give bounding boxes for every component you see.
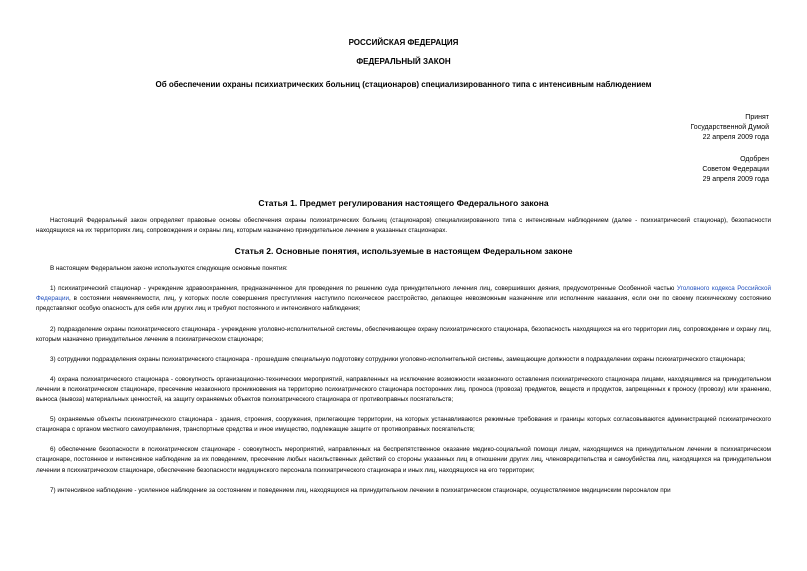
approved-block <box>36 155 769 185</box>
document-type-heading: ФЕДЕРАЛЬНЫЙ ЗАКОН <box>356 57 451 66</box>
criminal-code-link[interactable]: Уголовного кодекса Российской Федерации <box>36 285 772 303</box>
definition-item-2: 2) подразделение охраны психиатрического стационара - учреждение уголовно-исполнительной системы, обеспечивающее охрану психиатрического стационара, безопасность находящихся на его территории лиц, сопровождение и охрану лиц, которым назначено принудительное лечение в психиатрическом стационаре; <box>36 325 771 343</box>
country-heading: РОССИЙСКАЯ ФЕДЕРАЦИЯ <box>348 38 459 47</box>
definition-item-3: 3) сотрудники подразделения охраны психиатрического стационара - прошедшие специальную подготовку сотрудники уголовно-исполнительной системы, замещающие должности в подразделении охраны психиатрического стационара; <box>50 355 746 363</box>
approved-by: Советом Федерации <box>702 166 769 173</box>
article-2-title: Статья 2. Основные понятия, используемые в настоящем Федеральном законе <box>234 246 573 257</box>
accepted-label: Принят <box>745 114 769 121</box>
definition-item-6: 6) обеспечение безопасности в психиатрическом стационаре - совокупность мероприятий, направленных на беспрепятственное оказание медико-социальной помощи лицам, находящимся на принудительном лечении в психиатрическом стационаре, постоянное и интенсивное наблюдение за их поведением, пресечение любых насильственных действий со стороны указанных лиц в отношении других лиц, членовредительства и самоубийства лиц, находящихся на принудительном лечении в психиатрическом стационаре, обеспечение безопасности медицинского персонала психиатрического стационара и иных лиц, находящихся на его территории; <box>36 446 771 474</box>
accepted-block <box>36 113 769 143</box>
approved-label: Одобрен <box>740 156 769 163</box>
law-title: Об обеспечении охраны психиатрических больниц (стационаров) специализированного типа с интенсивным наблюдением <box>155 80 652 89</box>
definition-item-1-start: 1) психиатрический стационар - учреждение здравоохранения, предназначенное для проведения по решению суда принудительного лечения лиц, совершивших деяния, предусмотренные Особенной частью <box>50 285 677 293</box>
definition-item-7: 7) интенсивное наблюдение - усиленное наблюдение за состоянием и поведением лиц, находящихся на принудительном лечении в психиатрическом стационаре, осуществляемое медицинским персоналом при <box>50 486 671 494</box>
accepted-date: 22 апреля 2009 года <box>702 134 769 141</box>
accepted-by: Государственной Думой <box>690 124 769 131</box>
law-document <box>36 38 771 496</box>
definition-item-4: 4) охрана психиатрического стационара - совокупность организационно-технических мероприятий, направленных на исключение возможности незаконного оставления психиатрического стационара лицами, находящимися на принудительном лечении в психиатрическом стационаре, пресечение незаконного проникновения на территорию психиатрического стационара посторонних лиц, проноса (провоза) предметов, веществ и продуктов, запрещенных к проносу (провозу) или хранению, выноса (вывоза) материальных ценностей, на защиту охраняемых объектов психиатрического стационара от противоправных посягательств; <box>36 375 771 404</box>
approved-date: 29 апреля 2009 года <box>702 176 769 183</box>
definition-item-1-end: , в состоянии невменяемости, лиц, у которых после совершения преступления наступило психическое расстройство, делающее невозможным назначение или исполнение наказания, если они по своему психическому состоянию представляют особую опасность для себя или других лиц и требуют постоянного и интенсивного наблюдения; <box>36 295 771 313</box>
article-1-text: Настоящий Федеральный закон определяет правовые основы обеспечения охраны психиатрических больниц (стационаров) специализированного типа с интенсивным наблюдением (далее - психиатрический стационар), безопасности находящихся на их территориях лиц, сопровождения и охраны лиц, которым назначено принудительное лечение в указанных стационарах. <box>36 217 771 235</box>
article-2-intro: В настоящем Федеральном законе используются следующие основные понятия: <box>50 265 288 273</box>
definition-item-1 <box>36 284 771 314</box>
definition-item-5: 5) охраняемые объекты психиатрического стационара - здания, строения, сооружения, прилегающие территории, на которых устанавливаются режимные требования и границы которых согласовываются администрацией психиатрического стационара с органом местного самоуправления, транспортные средства и иное имущество, подлежащие защите от противоправных посягательств; <box>36 416 771 434</box>
article-1-title: Статья 1. Предмет регулирования настоящего Федерального закона <box>258 198 549 208</box>
